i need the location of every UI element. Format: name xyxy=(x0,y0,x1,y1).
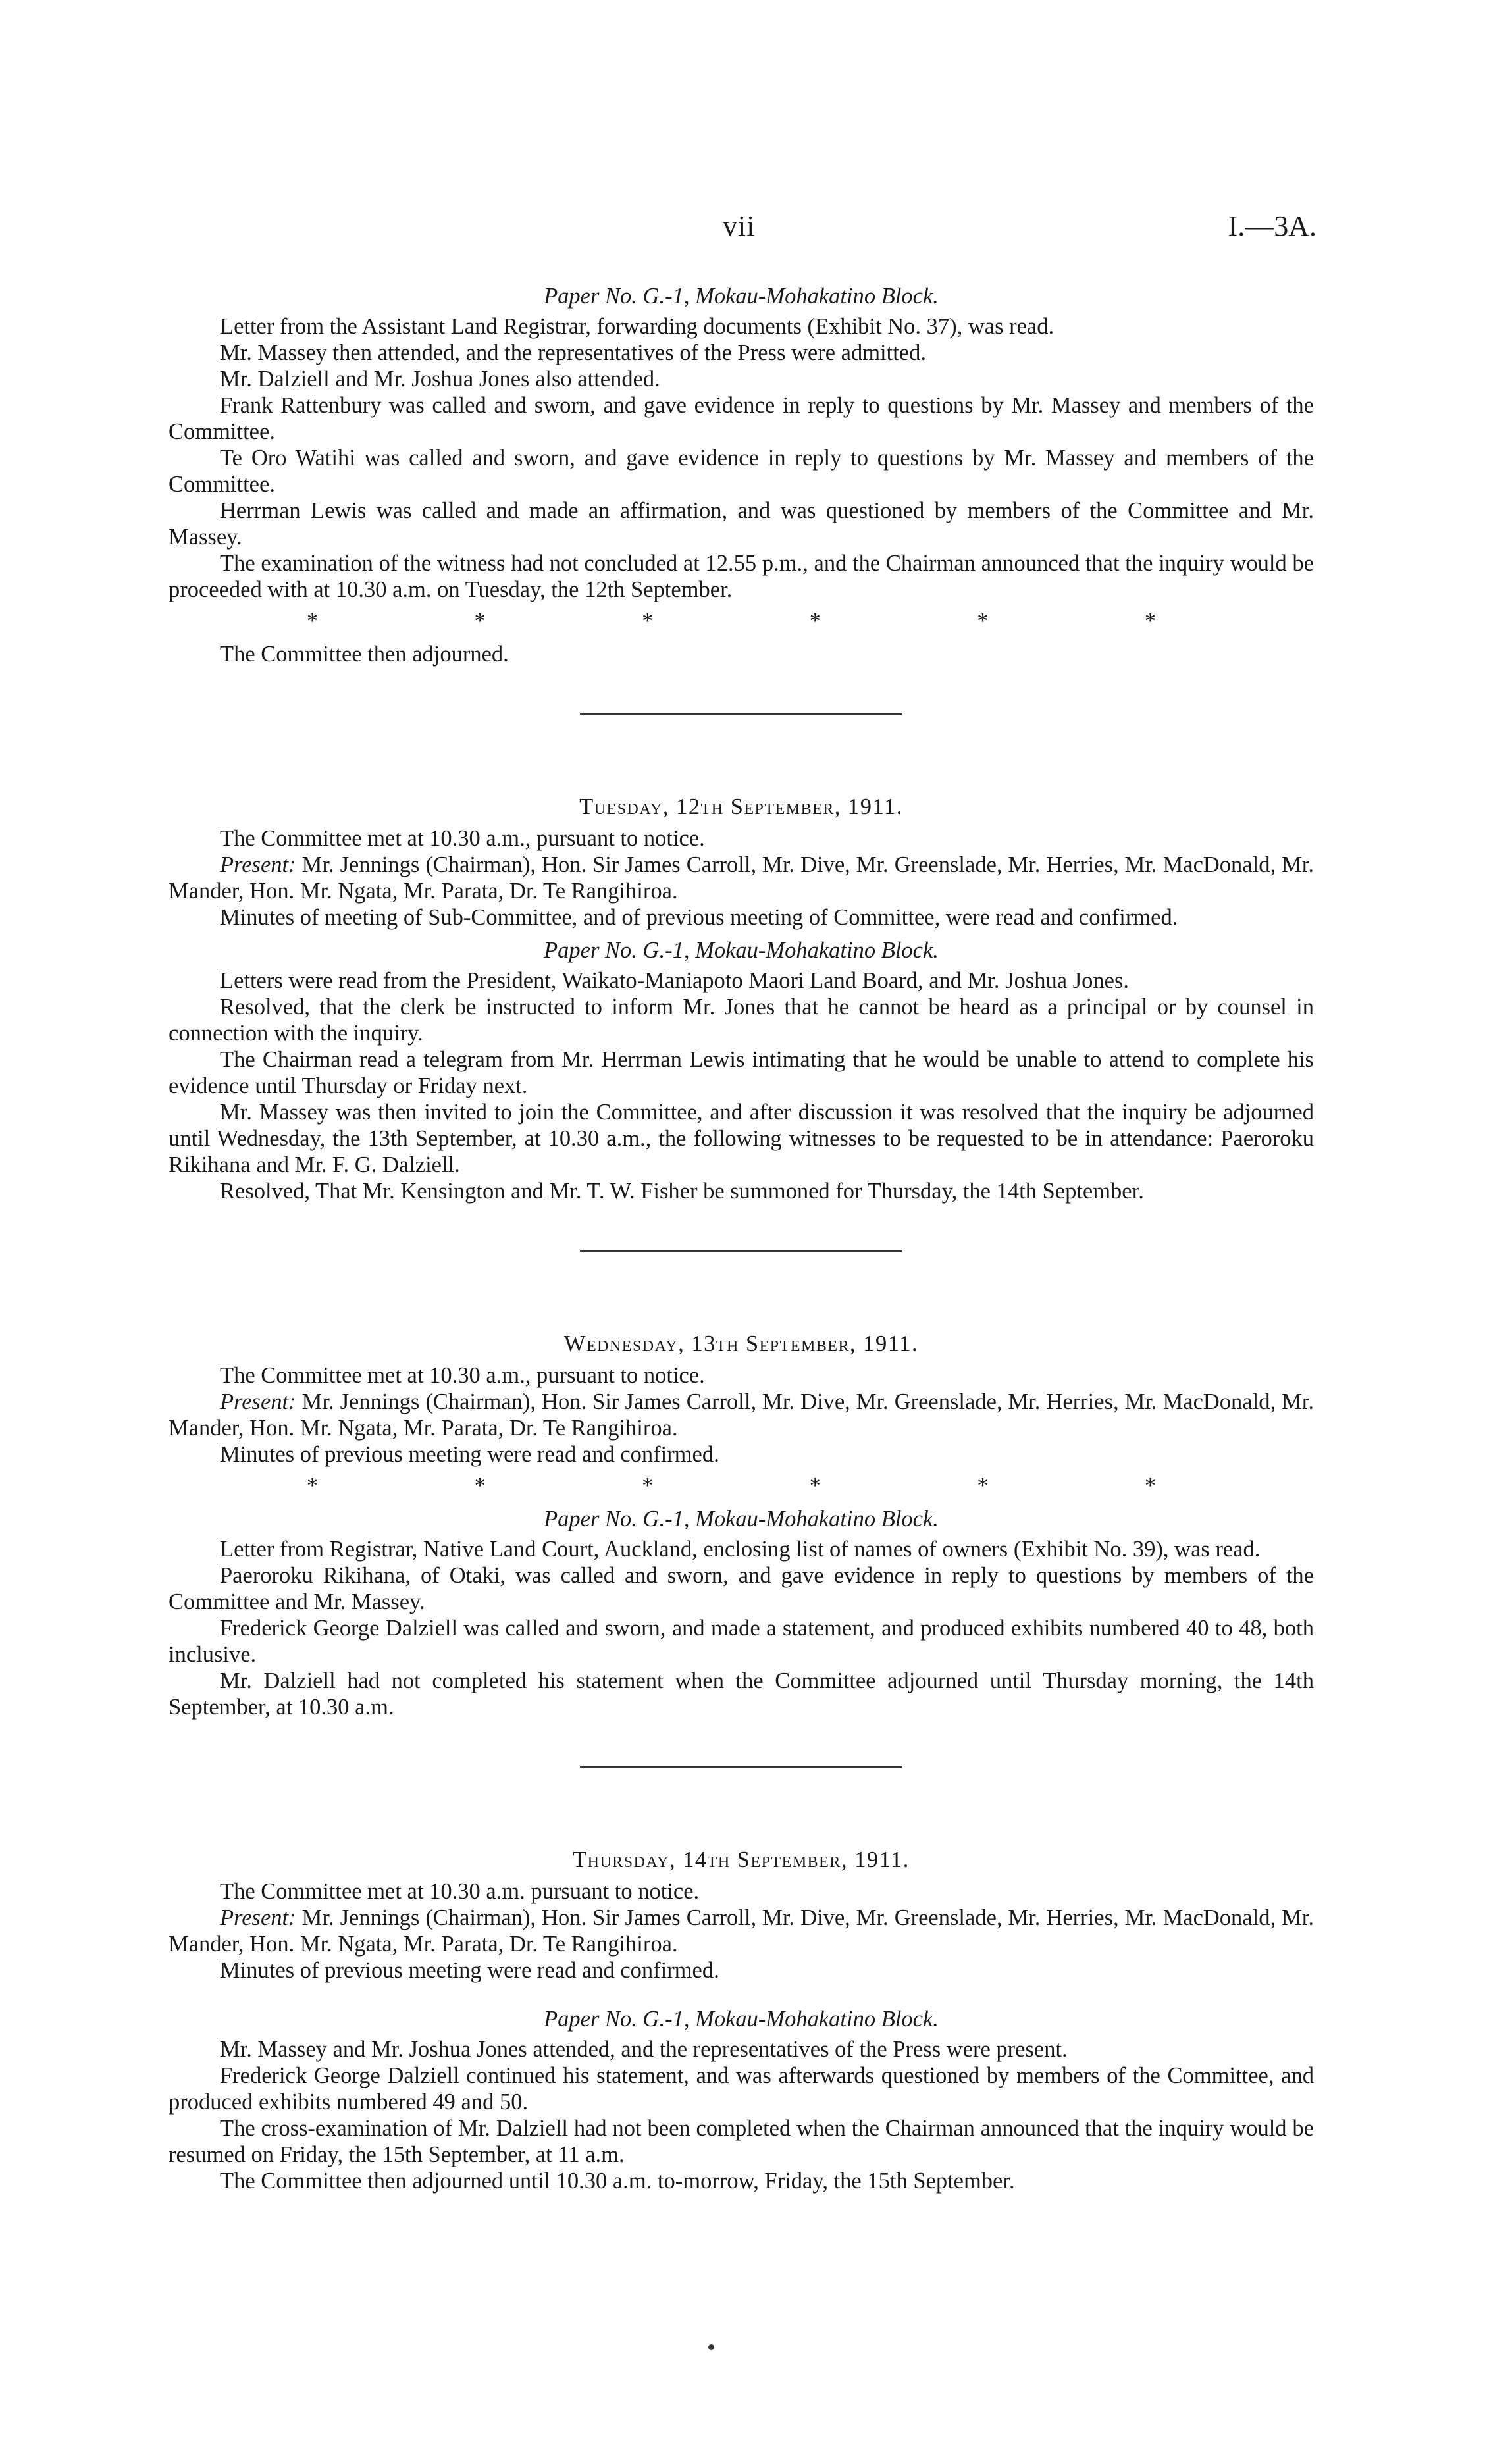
star: * xyxy=(474,609,486,633)
present-list xyxy=(169,852,1314,904)
paragraph: Mr. Dalziell had not completed his statement when the Committee adjourned until Thursday morning, the 14th September, at 10.30 a.m. xyxy=(169,1668,1314,1720)
section-wednesday xyxy=(169,1331,1314,1720)
paragraph: Frederick George Dalziell was called and sworn, and made a statement, and produced exhibits numbered 40 to 48, both inclusive. xyxy=(169,1616,1314,1667)
paragraph: Mr. Massey then attended, and the representatives of the Press were admitted. xyxy=(220,340,927,365)
paper-heading: Paper No. G.-1, Mokau-Mohakatino Block. xyxy=(544,1506,939,1531)
present-list xyxy=(169,1389,1314,1441)
star: * xyxy=(1144,1474,1156,1498)
paragraph: Letter from Registrar, Native Land Court, Auckland, enclosing list of names of owners (Exhibit No. 39), was read. xyxy=(220,1537,1261,1562)
document-body xyxy=(169,276,1314,2194)
omission-stars xyxy=(169,1473,1314,1499)
minutes-note: Minutes of previous meeting were read and confirmed. xyxy=(220,1958,719,1983)
paragraph: Paeroroku Rikihana, of Otaki, was called and sworn, and gave evidence in reply to questions by members of the Committee and Mr. Massey. xyxy=(169,1563,1314,1614)
page-number: vii xyxy=(723,210,756,242)
present-members: Mr. Jennings (Chairman), Hon. Sir James Carroll, Mr. Dive, Mr. Greenslade, Mr. Herries, Mr. MacDonald, Mr. Mander, Hon. Mr. Ngata, Mr. Parata, Dr. Te Rangihiroa. xyxy=(169,1905,1314,1957)
paragraph: Te Oro Watihi was called and sworn, and gave evidence in reply to questions by Mr. Massey and members of the Committee. xyxy=(169,446,1314,497)
section-thursday xyxy=(169,1847,1314,2194)
paragraph: Herrman Lewis was called and made an affirmation, and was questioned by members of the Committee and Mr. Massey. xyxy=(169,498,1314,550)
page-header xyxy=(0,209,1485,249)
present-label: Present: xyxy=(220,852,296,877)
paragraph: Letters were read from the President, Waikato-Maniapoto Maori Land Board, and Mr. Joshua Jones. xyxy=(220,968,1130,993)
meeting-date: Tuesday, 12th September, 1911. xyxy=(579,794,903,819)
star: * xyxy=(809,609,821,633)
document-reference: I.—3A. xyxy=(1228,210,1316,242)
present-label: Present: xyxy=(220,1389,296,1414)
paragraph: Letter from the Assistant Land Registrar, forwarding documents (Exhibit No. 37), was read. xyxy=(220,314,1055,339)
meeting-notice: The Committee met at 10.30 a.m., pursuant to notice. xyxy=(220,1363,705,1388)
paper-heading: Paper No. G.-1, Mokau-Mohakatino Block. xyxy=(544,938,939,963)
omission-stars xyxy=(169,608,1314,634)
paragraph: Mr. Massey and Mr. Joshua Jones attended, and the representatives of the Press were present. xyxy=(220,2037,1068,2062)
star: * xyxy=(642,609,654,633)
minutes-note: Minutes of meeting of Sub-Committee, and of previous meeting of Committee, were read and confirmed. xyxy=(220,905,1178,930)
meeting-date: Thursday, 14th September, 1911. xyxy=(573,1847,910,1872)
paragraph: Mr. Massey was then invited to join the Committee, and after discussion it was resolved that the inquiry be adjourned until Wednesday, the 13th September, at 10.30 a.m., the following witnesses to be requested to be in attendance: Paeroroku Rikihana and Mr. F. G. Dalziell. xyxy=(169,1100,1314,1177)
star: * xyxy=(474,1474,486,1498)
paragraph: Frederick George Dalziell continued his statement, and was afterwards questioned by members of the Committee, and produced exhibits numbered 49 and 50. xyxy=(169,2063,1314,2115)
present-members: Mr. Jennings (Chairman), Hon. Sir James Carroll, Mr. Dive, Mr. Greenslade, Mr. Herries, Mr. MacDonald, Mr. Mander, Hon. Mr. Ngata, Mr. Parata, Dr. Te Rangihiroa. xyxy=(169,1389,1314,1441)
paragraph: The Committee then adjourned until 10.30 a.m. to-morrow, Friday, the 15th September. xyxy=(220,2169,1015,2194)
paragraph: Resolved, That Mr. Kensington and Mr. T. W. Fisher be summoned for Thursday, the 14th September. xyxy=(220,1179,1144,1204)
paragraph: The Committee then adjourned. xyxy=(220,642,509,667)
paper-heading: Paper No. G.-1, Mokau-Mohakatino Block. xyxy=(544,284,939,309)
paragraph: The examination of the witness had not concluded at 12.55 p.m., and the Chairman announced that the inquiry would be proceeded with at 10.30 a.m. on Tuesday, the 12th September. xyxy=(169,551,1314,602)
star: * xyxy=(977,609,989,633)
meeting-notice: The Committee met at 10.30 a.m., pursuant to notice. xyxy=(220,826,705,851)
section-continuation xyxy=(169,283,1314,667)
star: * xyxy=(809,1474,821,1498)
page-mark xyxy=(708,2344,714,2350)
present-members: Mr. Jennings (Chairman), Hon. Sir James Carroll, Mr. Dive, Mr. Greenslade, Mr. Herries, Mr. MacDonald, Mr. Mander, Hon. Mr. Ngata, Mr. Parata, Dr. Te Rangihiroa. xyxy=(169,852,1314,904)
star: * xyxy=(1144,609,1156,633)
present-list xyxy=(169,1905,1314,1957)
star: * xyxy=(642,1474,654,1498)
meeting-notice: The Committee met at 10.30 a.m. pursuant to notice. xyxy=(220,1879,700,1904)
paragraph: Frank Rattenbury was called and sworn, and gave evidence in reply to questions by Mr. Massey and members of the Committee. xyxy=(169,393,1314,444)
star: * xyxy=(307,609,318,633)
minutes-note: Minutes of previous meeting were read and confirmed. xyxy=(220,1442,719,1467)
paragraph: The cross-examination of Mr. Dalziell had not been completed when the Chairman announced that the inquiry would be resumed on Friday, the 15th September, at 11 a.m. xyxy=(169,2116,1314,2167)
paragraph: The Chairman read a telegram from Mr. Herrman Lewis intimating that he would be unable to attend to complete his evidence until Thursday or Friday next. xyxy=(169,1047,1314,1098)
paragraph: Resolved, that the clerk be instructed to inform Mr. Jones that he cannot be heard as a principal or by counsel in connection with the inquiry. xyxy=(169,994,1314,1046)
meeting-date: Wednesday, 13th September, 1911. xyxy=(563,1331,919,1356)
present-label: Present: xyxy=(220,1905,296,1930)
section-tuesday xyxy=(169,794,1314,1204)
star: * xyxy=(307,1474,318,1498)
paragraph: Mr. Dalziell and Mr. Joshua Jones also attended. xyxy=(220,367,660,392)
star: * xyxy=(977,1474,989,1498)
paper-heading: Paper No. G.-1, Mokau-Mohakatino Block. xyxy=(544,2007,939,2032)
